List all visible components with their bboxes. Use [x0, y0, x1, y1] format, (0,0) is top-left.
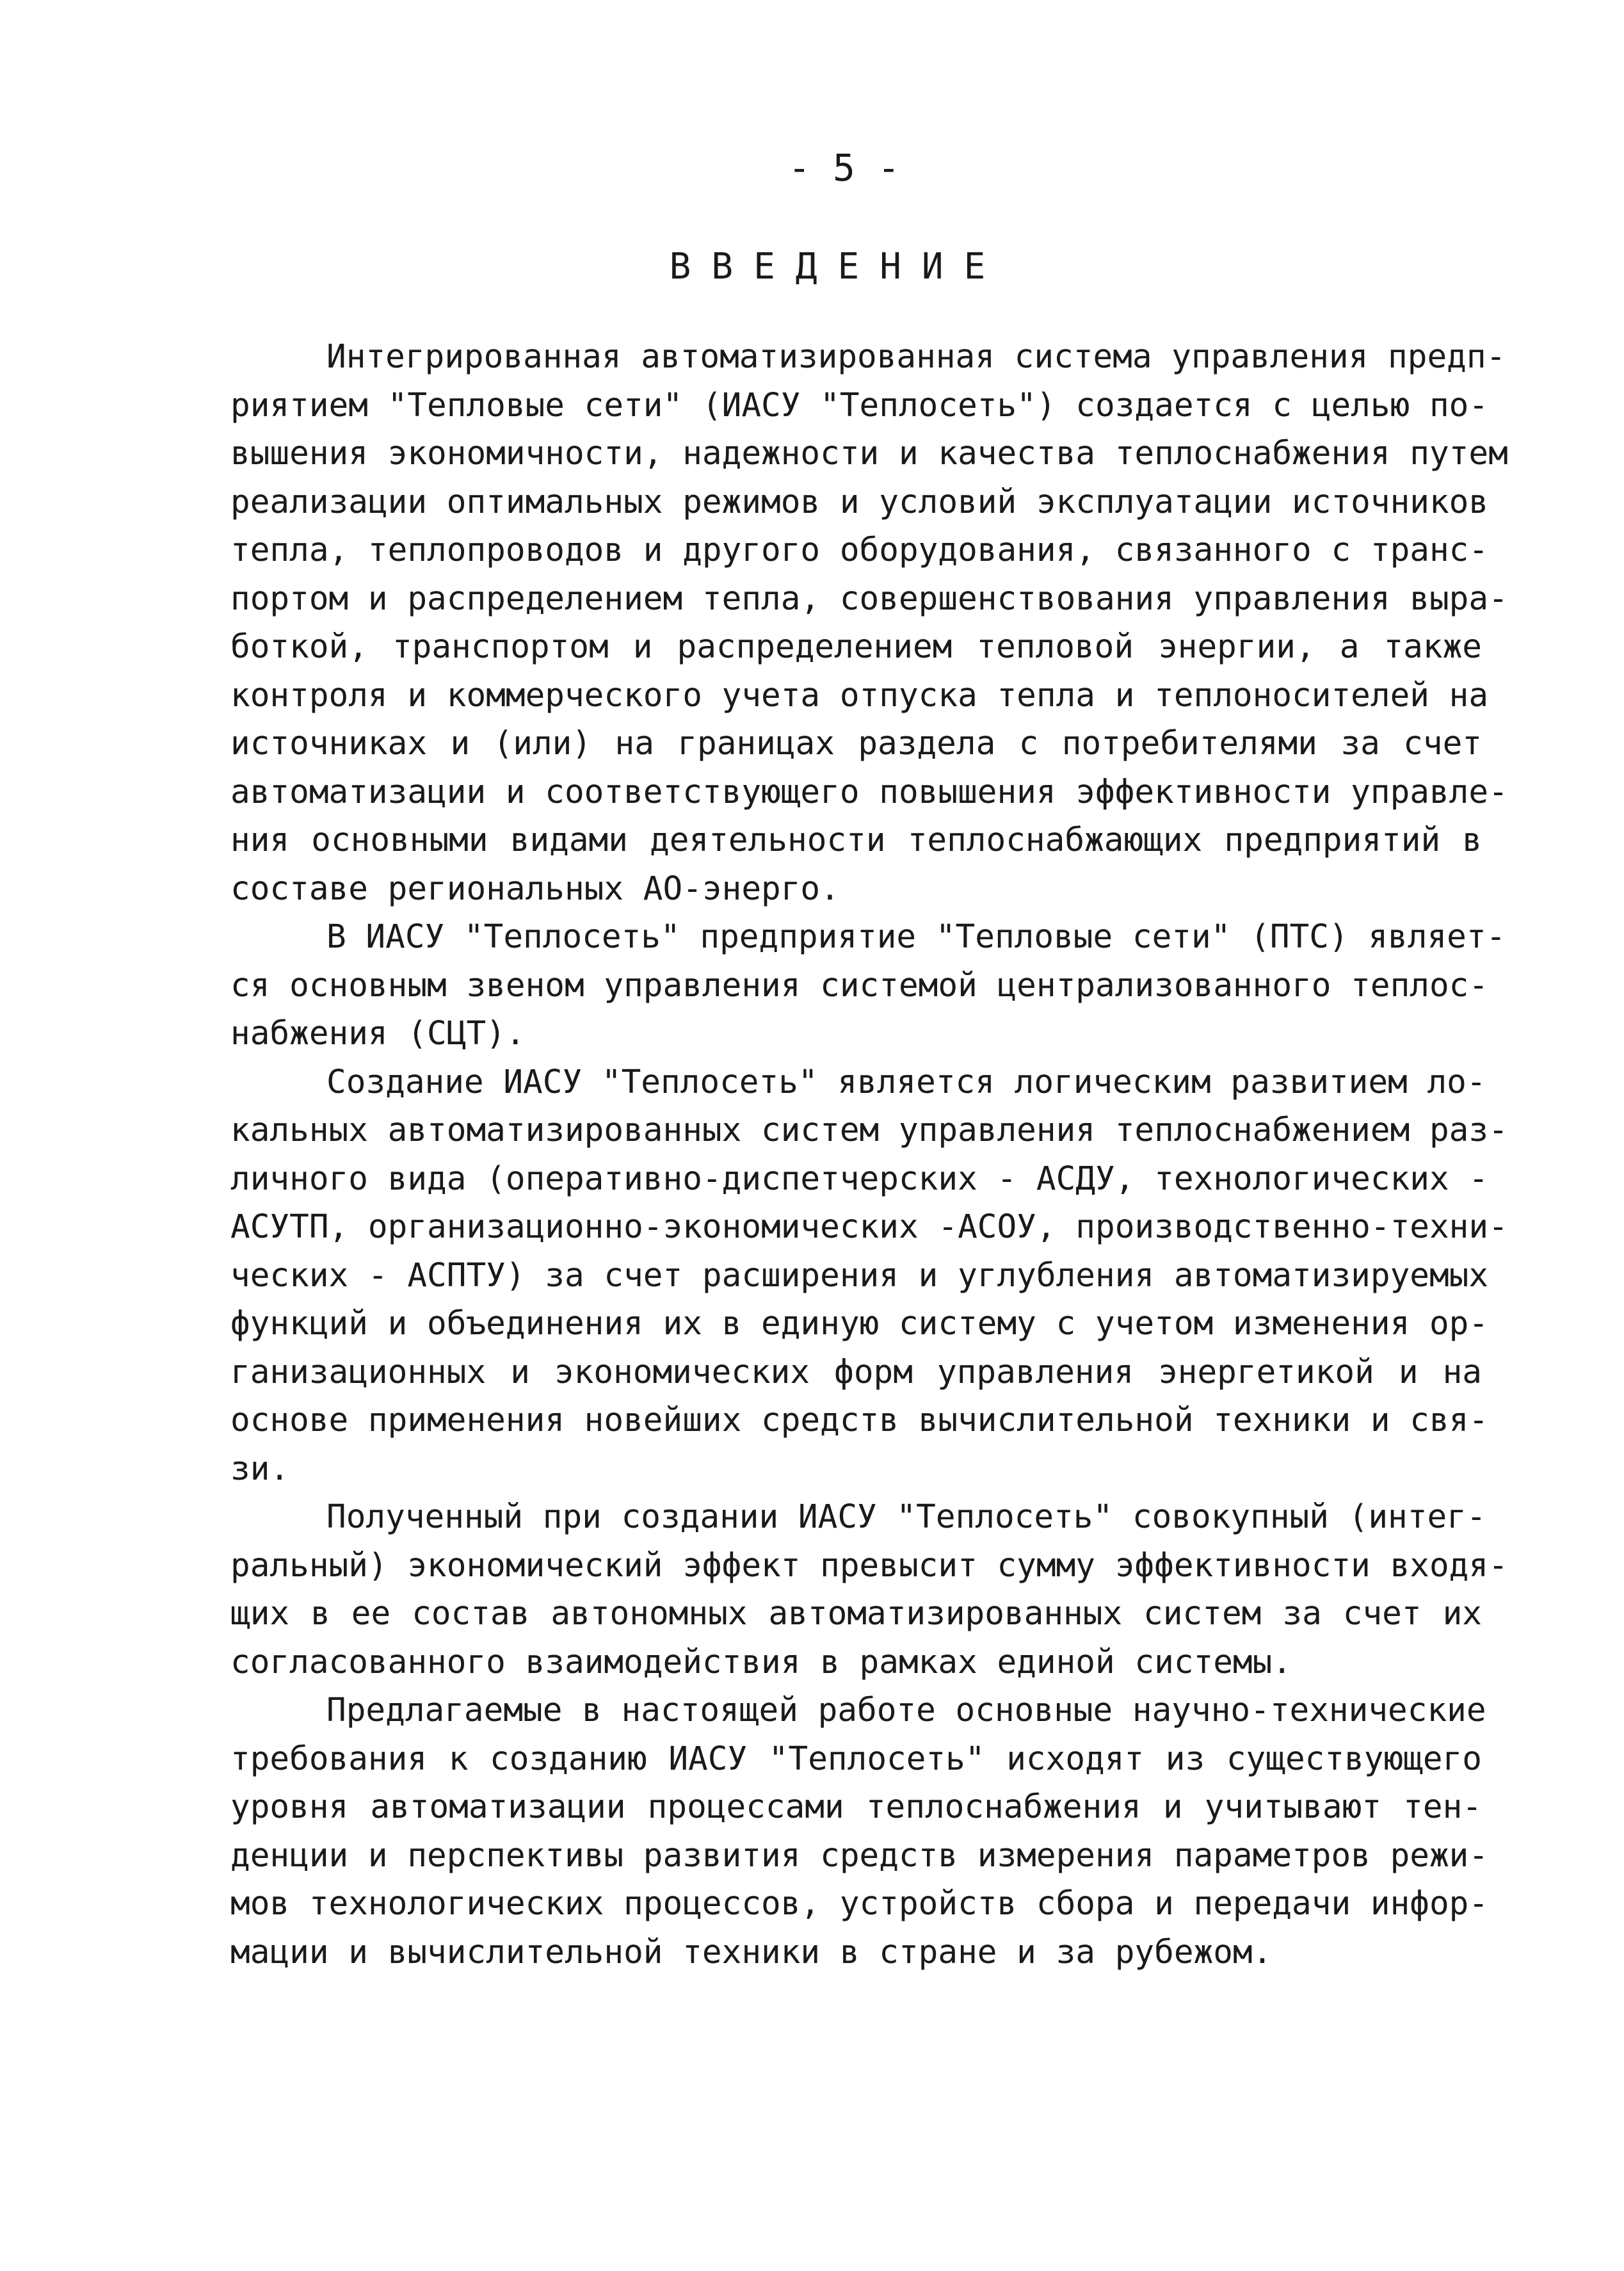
text-line: вышения экономичности, надежности и качества теплоснабжения путем: [230, 435, 1508, 473]
text-line: ния основными видами деятельности теплоснабжающих предприятий в: [230, 821, 1482, 859]
text-line: мов технологических процессов, устройств сбора и передачи инфор-: [230, 1885, 1489, 1923]
text-line: источниках и (или) на границах раздела с потребителями за счет: [230, 725, 1482, 763]
text-line: согласованного взаимодействия в рамках единой системы.: [230, 1643, 1292, 1681]
text-line: АСУТП, организационно-экономических -АСОУ, производственно-техни-: [230, 1208, 1508, 1246]
text-line: основе применения новейших средств вычислительной техники и свя-: [230, 1402, 1489, 1439]
text-line: уровня автоматизации процессами теплоснабжения и учитывают тен-: [230, 1788, 1482, 1826]
text-line: Полученный при создании ИАСУ "Теплосеть" совокупный (интег-: [326, 1498, 1486, 1536]
text-line: зи.: [230, 1450, 290, 1488]
page-number: - 5 -: [788, 146, 900, 190]
text-line: реализации оптимальных режимов и условий эксплуатации источников: [230, 483, 1489, 521]
paragraph: [230, 1493, 1508, 1686]
body-text: [230, 333, 1508, 1976]
text-line: составе региональных АО-энерго.: [230, 869, 840, 908]
text-line: тепла, теплопроводов и другого оборудования, связанного с транс-: [230, 531, 1489, 569]
text-line: В ИАСУ "Теплосеть" предприятие "Тепловые сети" (ПТС) являет-: [326, 918, 1506, 956]
text-line: Создание ИАСУ "Теплосеть" является логическим развитием ло-: [326, 1063, 1486, 1101]
text-line: денции и перспективы развития средств измерения параметров режи-: [230, 1836, 1489, 1875]
text-line: Интегрированная автоматизированная система управления предп-: [326, 338, 1506, 376]
paragraph: [230, 913, 1506, 1058]
section-heading: ВВЕДЕНИЕ: [669, 246, 1006, 287]
paragraph: [230, 1686, 1489, 1976]
text-line: автоматизации и соответствующего повышения эффективности управле-: [230, 773, 1508, 811]
text-line: кальных автоматизированных систем управления теплоснабжением раз-: [230, 1111, 1508, 1149]
text-line: мации и вычислительной техники в стране и за рубежом.: [230, 1933, 1273, 1971]
text-line: щих в ее состав автономных автоматизированных систем за счет их: [230, 1595, 1482, 1633]
text-line: требования к созданию ИАСУ "Теплосеть" исходят из существующего: [230, 1740, 1482, 1778]
text-line: функций и объединения их в единую систему с учетом изменения ор-: [230, 1305, 1489, 1343]
text-line: риятием "Тепловые сети" (ИАСУ "Теплосеть") создается с целью по-: [230, 386, 1489, 424]
paragraph: [230, 333, 1508, 913]
text-line: набжения (СЦТ).: [230, 1015, 526, 1053]
text-line: ся основным звеном управления системой централизованного теплос-: [230, 966, 1489, 1005]
text-line: контроля и коммерческого учета отпуска тепла и теплоносителей на: [230, 676, 1489, 715]
text-line: ческих - АСПТУ) за счет расширения и углубления автоматизируемых: [230, 1256, 1489, 1295]
text-line: личного вида (оперативно-диспетчерских - АСДУ, технологических -: [230, 1160, 1489, 1198]
text-line: боткой, транспортом и распределением тепловой энергии, а также: [230, 628, 1482, 666]
text-line: Предлагаемые в настоящей работе основные научно-технические: [326, 1692, 1486, 1729]
text-line: портом и распределением тепла, совершенствования управления выра-: [230, 579, 1508, 618]
text-line: ганизационных и экономических форм управления энергетикой и на: [230, 1353, 1482, 1391]
text-line: ральный) экономический эффект превысит сумму эффективности входя-: [230, 1546, 1508, 1585]
paragraph: [230, 1058, 1508, 1494]
